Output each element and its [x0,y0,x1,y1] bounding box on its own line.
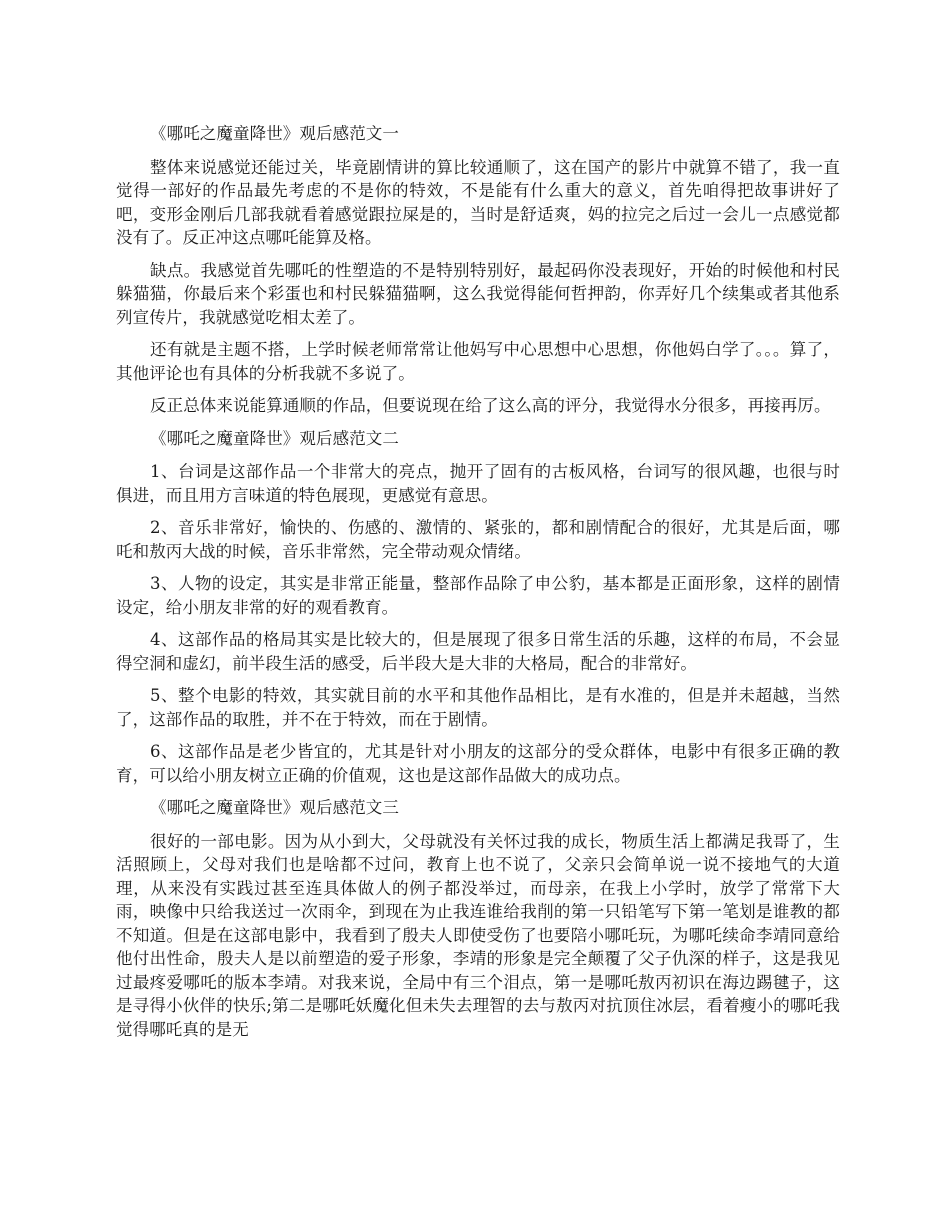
document-page [116,122,840,1050]
paragraph: 缺点。我感觉首先哪吒的性塑造的不是特别特别好，最起码你没表现好，开始的时候他和村民躲猫猫，你最后来个彩蛋也和村民躲猫猫啊，这么我觉得能何哲押韵，你弄好几个续集或者其他系列宣传片，我就感觉吃相太差了。 [116,260,840,327]
paragraph: 还有就是主题不搭，上学时候老师常常让他妈写中心思想中心思想，你他妈白学了。。。算了，其他评论也有具体的分析我就不多说了。 [116,340,840,383]
numbered-paragraph: 2、音乐非常好，愉快的、伤感的、激情的、紧张的，都和剧情配合的很好，尤其是后面，哪吒和敖丙大战的时候，音乐非常然，完全带动观众情绪。 [116,518,840,561]
paragraph: 整体来说感觉还能过关，毕竟剧情讲的算比较通顺了，这在国产的影片中就算不错了，我一直觉得一部好的作品最先考虑的不是你的特效，不是能有什么重大的意义，首先咱得把故事讲好了吧，变形金刚后几部我就看着感觉跟拉屎是的，当时是舒适爽，妈的拉完之后过一会儿一点感觉都没有了。反正冲这点哪吒能算及格。 [116,157,840,247]
paragraph: 很好的一部电影。因为从小到大，父母就没有关怀过我的成长，物质生活上都满足我哥了，生活照顾上，父母对我们也是啥都不过问，教育上也不说了，父亲只会简单说一说不接地气的大道理，从来没有实践过甚至连具体做人的例子都没举过，而母亲，在我上小学时，放学了常常下大雨，映像中只给我送过一次雨伞，到现在为止我连谁给我削的第一只铅笔写下第一笔划是谁教的都不知道。但是在这部电影中，我看到了殷夫人即使受伤了也要陪小哪吒玩，为哪吒续命李靖同意给他付出性命，殷夫人是以前塑造的爱子形象，李靖的形象是完全颠覆了父子仇深的样子，这是我见过最疼爱哪吒的版本李靖。对我来说，全局中有三个泪点，第一是哪吒敖丙初识在海边踢毽子，这是寻得小伙伴的快乐;第二是哪吒妖魔化但未失去理智的去与敖丙对抗顶住冰层，看着瘦小的哪吒我觉得哪吒真的是无 [116,831,840,1039]
numbered-paragraph: 6、这部作品是老少皆宜的，尤其是针对小朋友的这部分的受众群体，电影中有很多正确的教育，可以给小朋友树立正确的价值观，这也是这部作品做大的成功点。 [116,742,840,785]
paragraph: 反正总体来说能算通顺的作品，但要说现在给了这么高的评分，我觉得水分很多，再接再厉。 [150,396,831,415]
numbered-paragraph: 5、整个电影的特效，其实就目前的水平和其他作品相比，是有水准的，但是并未超越，当然了，这部作品的取胜，并不在于特效，而在于剧情。 [116,686,840,729]
numbered-paragraph: 3、人物的设定，其实是非常正能量，整部作品除了申公豹，基本都是正面形象，这样的剧情设定，给小朋友非常的好的观看教育。 [116,574,840,617]
section-heading-3: 《哪吒之魔童降世》观后感范文三 [150,798,399,817]
section-heading-1: 《哪吒之魔童降世》观后感范文一 [150,124,399,143]
section-heading-2: 《哪吒之魔童降世》观后感范文二 [150,428,399,448]
numbered-paragraph: 4、这部作品的格局其实是比较大的，但是展现了很多日常生活的乐趣，这样的布局，不会显得空洞和虚幻，前半段生活的感受，后半段大是大非的大格局，配合的非常好。 [116,630,840,673]
numbered-paragraph: 1、台词是这部作品一个非常大的亮点，抛开了固有的古板风格，台词写的很风趣，也很与时俱进，而且用方言味道的特色展现，更感觉有意思。 [116,462,840,505]
